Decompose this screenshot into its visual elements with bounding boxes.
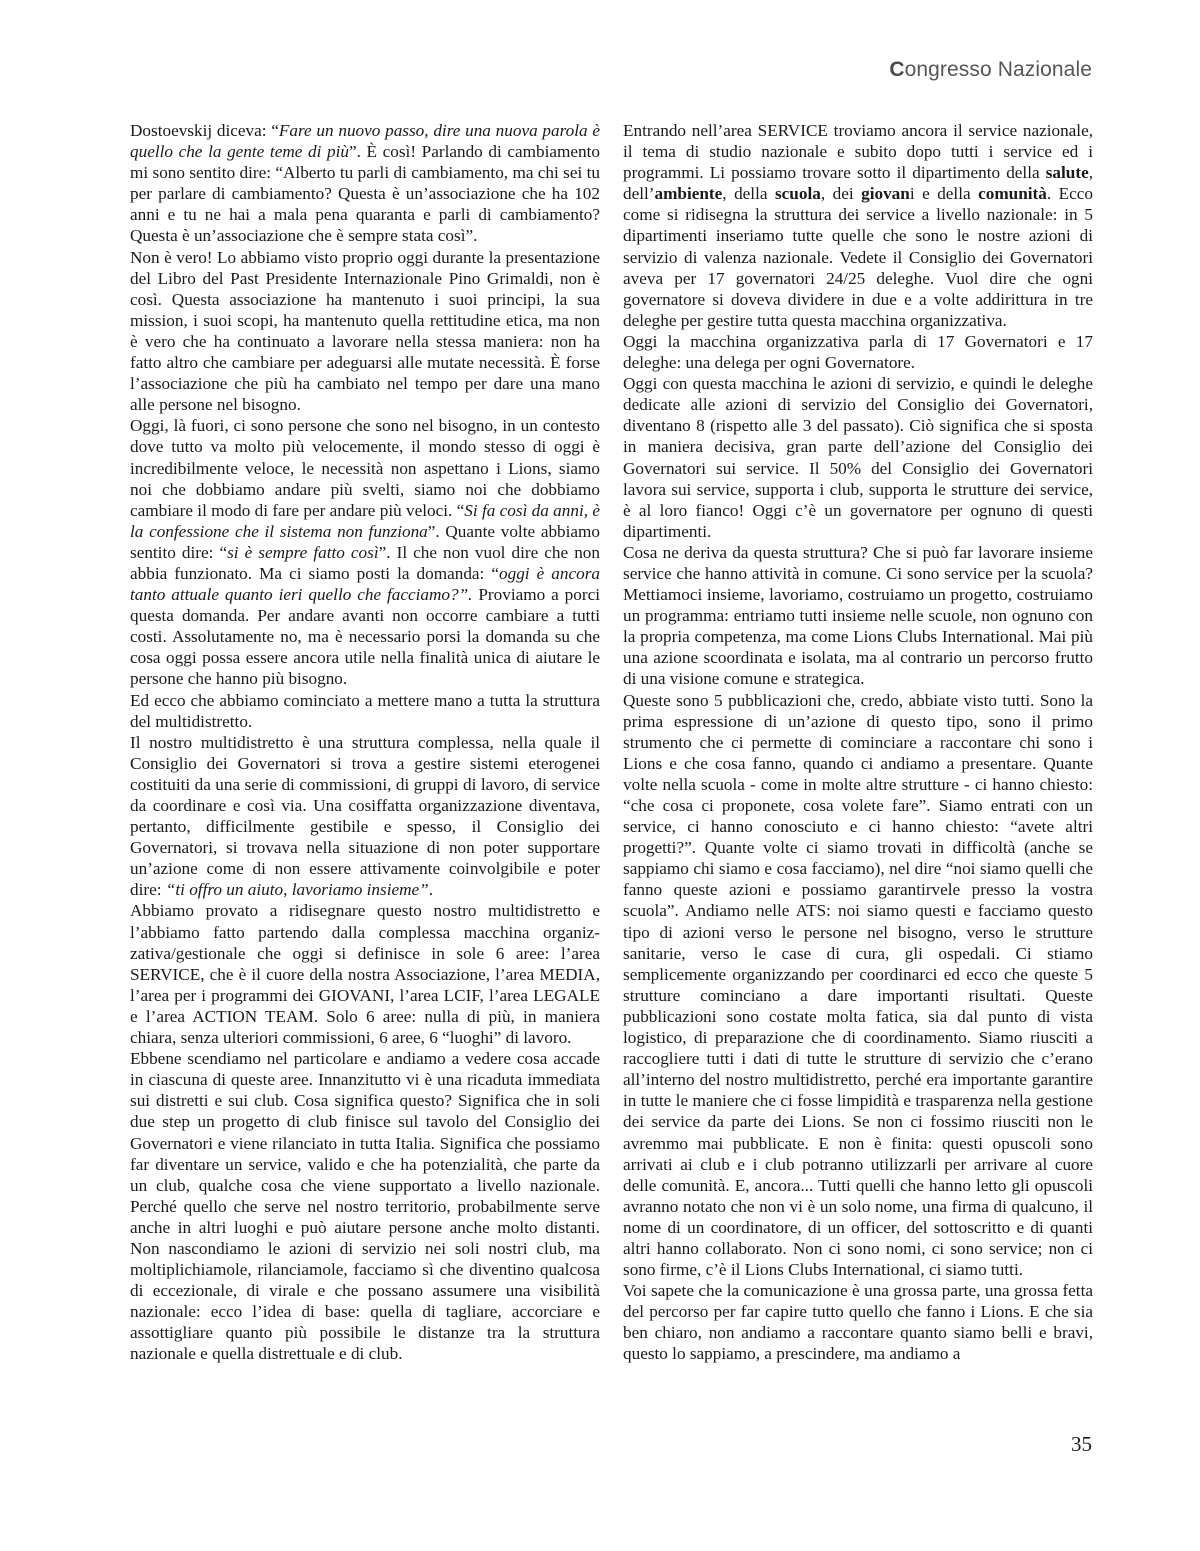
text-run: Cosa ne deriva da questa struttura? Che si può far lavorare insieme service che hanno attività in comune. Ci sono service per la scuola? Mettiamoci insieme, lavoriamo, costruiamo un progetto, costruiamo un programma: entriamo tutti insieme nelle scuole, non ognuno con la propria competenza, ma come Lions Clubs International. Mai più una azione scoordinata e isolata, ma al contrario un percorso frutto di una visione comune e strategica.: [623, 542, 1093, 689]
bold-text: salute: [1045, 163, 1089, 183]
running-header-initial: C: [889, 58, 905, 81]
paragraph: [130, 900, 600, 1048]
paragraph: [623, 542, 1093, 690]
text-run: Abbiamo provato a ridisegnare questo nostro multidistretto e l’abbiamo fatto partendo dalla complessa macchina organizzativa/gestionale che oggi si definisce in sole 6 aree: l’area SERVICE, che è il cuore della nostra Associazione, l’area MEDIA, l’area per i programmi dei GIOVANI, l’area LCIF, l’area LEGALE e l’area ACTION TEAM. Solo 6 aree: nulla di più, in maniera chiara, senza ulteriori commissioni, 6 aree, 6 “luoghi” di lavoro.: [130, 901, 600, 1048]
text-run: Non è vero! Lo abbiamo visto proprio oggi durante la presentazione del Libro del Past Presidente Internazionale Pino Grimaldi, non è così. Questa associazione ha mantenuto i suoi principi, la sua mission, i suoi scopi, ha mantenuto quella rettitudine etica, ma non è vero che ha continuato a lavorare nella stessa maniera: non ha fatto altro che cambiare per adeguarsi alle mutate necessità. È forse l’associazione che più ha cambiato nel tempo per dare una mano alle persone nel bisogno.: [130, 247, 600, 415]
paragraph: [623, 1280, 1093, 1364]
text-run: Il nostro multidistretto è una struttura complessa, nella quale il Consiglio dei Governatori si trova a gestire sistemi eterogenei costituiti da una serie di commissioni, di gruppi di lavoro, di service da coordinare e così via. Una cosiffatta organizzazione diventava, pertanto, difficilmente gestibile e spesso, il Consiglio dei Governatori, si trovava nella situazione di non poter supportare un’azione come di non essere attivamente coinvolgibile e poter dire:: [130, 732, 600, 900]
text-run: Oggi la macchina organizzativa parla di 17 Governatori e 17 deleghe: una delega per ogni Governatore.: [623, 331, 1093, 373]
text-run: ”. Il che non vuol dire che non abbia funzionato. Ma ci siamo posti la domanda: “: [130, 542, 600, 583]
text-run: Oggi, là fuori, ci sono persone che sono nel bisogno, in un contesto dove tutto va molto più velocemente, il mondo stesso di oggi è incredibilmente veloce, le necessità non aspettano i Lions, siamo noi che dobbiamo andare più svelti, siamo noi che dobbiamo cambiare il modo di fare per andare più veloci. “: [130, 416, 600, 520]
text-run: Entrando nell’area SERVICE troviamo ancora il service nazionale, il tema di studio nazionale e subito dopo tutti i service ed i programmi. Li possiamo trovare sotto il dipartimento della: [623, 121, 1093, 183]
text-run: Dostoevskij diceva: “: [130, 121, 279, 140]
running-header: [889, 58, 1092, 82]
paragraph: [130, 690, 600, 732]
text-run: i e della: [909, 184, 979, 204]
text-run: ”. È così! Parlando di cambiamento mi sono sentito dire: “Alberto tu parli di cambiamento, ma chi sei tu per parlare di cambiamento? Questa è un’associazione che ha 102 anni e tu ne hai a mala pena quaranta e parli di cambiamento? Questa è un’associazione che è sempre stata così”.: [130, 142, 600, 246]
paragraph: [130, 732, 600, 901]
bold-text: comunità: [978, 184, 1047, 204]
text-run: . Ecco come si ridisegna la struttura dei service a livello nazionale: in 5 dipartimenti inseriamo tutte quelle che sono le nostre azioni di servizio di valenza nazionale. Vedete il Consiglio dei Governatori aveva per 17 governatori 24/25 deleghe. Vuol dire che ogni governatore si doveva dividere in due e a volte addirittura in tre deleghe per gestire tutta questa macchina organizzativa.: [623, 184, 1093, 330]
text-run: Ebbene scendiamo nel particolare e andiamo a vedere cosa accade in ciascuna di queste aree. Innanzitutto vi è una ricaduta immediata sui distretti e sui club. Cosa significa questo? Significa che in soli due step un progetto di club finisce sul tavolo del Consiglio dei Governatori e viene rilanciato in tutta Italia. Significa che possiamo far diventare un service, valido e che ha potenzialità, che parte da un club, qualche cosa che viene supportato a livello nazionale. Perché quello che serve nel nostro territorio, probabilmente serve anche in altri luoghi e può aiutare persone anche molto distanti. Non nascondiamo le azioni di servizio nei soli nostri club, ma moltiplichiamole, rilanciamole, facciamo sì che diventino qualcosa di eccezionale, di virale e che possano assumere una visibilità nazionale: ecco l’idea di base: quella di tagliare, accorciare e assottigliare quanto più possibile le distanze tra la struttura nazionale e quella distrettuale e di club.: [130, 1049, 600, 1364]
italic-text: Si fa così da anni, è la confessione che il sistema non funziona: [130, 500, 600, 541]
text-run: , della: [722, 184, 775, 204]
text-run: Oggi con questa macchina le azioni di servizio, e quindi le deleghe dedicate alle azioni di servizio del Consiglio dei Governatori, diventano 8 (rispetto alle 3 del passato). Ciò significa che si sposta in maniera decisiva, gran parte dell’azione del Consiglio dei Governatori sui service. Il 50% del Consiglio dei Governatori lavora sui service, supporta i club, supporta le strutture dei service, è al loro fianco! Oggi c’è un governatore per ognuno di questi dipartimenti.: [623, 374, 1093, 541]
italic-text: Fare un nuovo passo, dire una nuova parola è quello che la gente teme di più: [130, 121, 600, 162]
paragraph: [623, 690, 1093, 1281]
running-header-title: ongresso Nazionale: [904, 58, 1092, 81]
left-column: [130, 120, 600, 1365]
page-number: 35: [1071, 1432, 1092, 1456]
italic-text: “ti offro un aiuto, lavoriamo insieme”: [165, 880, 429, 900]
paragraph: [623, 373, 1093, 542]
bold-text: ambiente: [654, 184, 723, 204]
text-run: Voi sapete che la comunicazione è una grossa parte, una grossa fetta del percorso per far capire tutto quello che fanno i Lions. E che sia ben chiaro, non andiamo a raccontare quanto siamo belli e bravi, questo lo sappiamo, a prescindere, ma andiamo a: [623, 1281, 1093, 1364]
right-column: [623, 120, 1093, 1365]
paragraph: [130, 120, 600, 247]
text-run: .: [428, 880, 434, 900]
paragraph: [623, 120, 1093, 331]
text-run: , dell’: [623, 163, 1093, 204]
paragraph: [130, 247, 600, 416]
text-run: , dei: [820, 184, 862, 204]
text-run: Proviamo a porci questa domanda. Per andare avanti non occorre cambiare a tutti costi. Assolutamente no, ma è necessario porsi la domanda su che cosa oggi possa essere ancora utile nella finalità unica di aiutare le persone che hanno più bisogno.: [130, 585, 600, 689]
italic-text: si è sempre fatto così: [227, 542, 379, 562]
text-run: Ed ecco che abbiamo cominciato a mettere mano a tutta la struttura del multidistretto.: [130, 690, 600, 731]
bold-text: giovan: [861, 184, 910, 204]
text-run: ”. Quante volte abbiamo sentito dire: “: [130, 521, 600, 562]
italic-text: oggi è ancora tanto attuale quanto ieri quello che facciamo?”.: [130, 563, 600, 605]
paragraph: [130, 415, 600, 689]
paragraph: [130, 1048, 600, 1364]
text-run: Queste sono 5 pubblicazioni che, credo, abbiate visto tutti. Sono la prima espressione di un’azione di questo tipo, sono il primo strumento che ci permette di cominciare a raccontare chi sono i Lions e che cosa fanno, quando ci andiamo a presentare. Quante volte nella scuola - come in molte altre strutture - ci hanno chiesto: “che cosa ci proponete, cosa volete fare”. Siamo entrati con un service, ci hanno conosciuto e ci hanno chiesto: “avete altri progetti?”. Quante volte ci siamo trovati in difficoltà (anche se sappiamo chi siamo e cosa facciamo), nel dire “noi siamo quelli che fanno queste azioni e possiamo garantirvele presso la vostra scuola”. Andiamo nelle ATS: noi siamo questi e facciamo questo tipo di azioni verso le persone nel bisogno, verso le strutture sanitarie, verso le case di cura, gli ospedali. Ci stiamo semplicemente organizzando per coordinarci ed ecco che queste 5 strutture cominciano a dare importanti risultati. Queste pubblicazioni sono costate molta fatica, sia dal punto di vista logistico, di preparazione che di coordinamento. Siamo riusciti a raccogliere tutti i dati di tutte le strutture di servizio che c’erano all’interno del nostro multidistretto, perché era importante garantire in tutte le maniere che ci fosse limpidità e trasparenza nella gestione dei service da parte dei Lions. Se non ci fossimo riusciti non le avremmo mai pubblicate. E non è finita: questi opuscoli sono arrivati ai club e i club potranno utilizzarli per arrivare al cuore delle comunità. E, ancora... Tutti quelli che hanno letto gli opuscoli avranno notato che non vi è un solo nome, una firma di qualcuno, il nome di un coordinatore, di un officer, del sottoscritto e di quanti altri hanno collaborato. Non ci sono nomi, ci sono service; non ci sono firme, c’è il Lions Clubs International, ci siamo tutti.: [623, 690, 1093, 1280]
paragraph: [623, 331, 1093, 373]
bold-text: scuola: [774, 184, 821, 204]
